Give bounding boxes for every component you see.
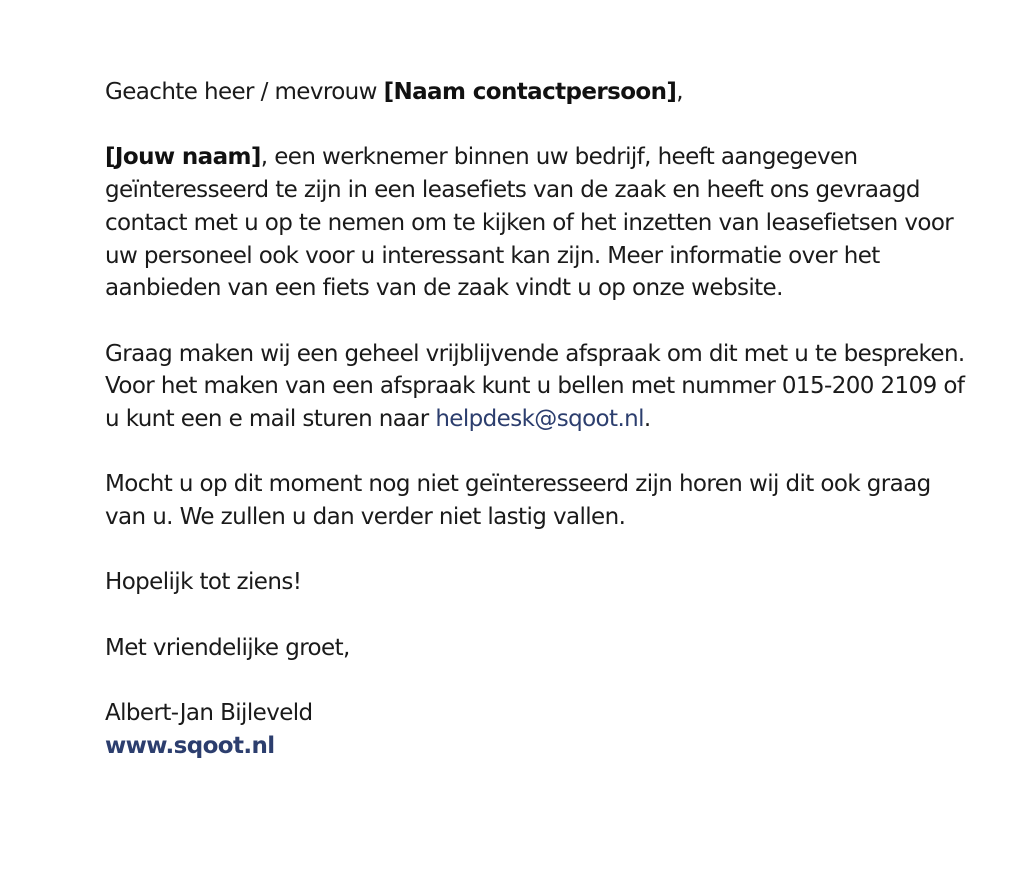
salutation-prefix: Geachte heer / mevrouw xyxy=(105,79,384,105)
appointment-text: Graag maken wij een geheel vrijblijvende afspraak om dit met u te bespreken. Voor het maken van een afspraak kunt u bellen met nummer 015-200 2109 of u kunt een e mail sturen naar xyxy=(105,340,965,432)
website-link[interactable]: www.sqoot.nl xyxy=(105,732,275,759)
signature-website-line xyxy=(105,730,965,763)
closing-wish: Hopelijk tot ziens! xyxy=(105,569,302,596)
intro-paragraph xyxy=(105,141,965,305)
helpdesk-email-link[interactable]: helpdesk@sqoot.nl xyxy=(435,406,644,432)
appointment-suffix: . xyxy=(643,406,651,432)
letter-body xyxy=(105,76,965,763)
contact-name-placeholder: [Naam contactpersoon] xyxy=(383,79,677,105)
appointment-paragraph xyxy=(105,338,965,436)
salutation xyxy=(105,76,965,109)
greeting: Met vriendelijke groet, xyxy=(105,634,350,661)
intro-text: , een werknemer binnen uw bedrijf, heeft aangegeven geïnteresseerd te zijn in een leasefiets van de zaak en heeft ons gevraagd contact met u op te nemen om te kijken of het inzetten van leasefietsen voor uw personeel ook voor u interessant kan zijn. Meer informatie over het aanbieden van een fiets van de zaak vindt u op onze website. xyxy=(105,144,954,302)
not-interested-paragraph: Mocht u op dit moment nog niet geïnteresseerd zijn horen wij dit ook graag van u. We zullen u dan verder niet lastig vallen. xyxy=(105,471,931,531)
salutation-suffix: , xyxy=(676,79,684,105)
sender-name-placeholder: [Jouw naam] xyxy=(105,144,261,171)
signature-name: Albert-Jan Bijleveld xyxy=(105,700,313,727)
